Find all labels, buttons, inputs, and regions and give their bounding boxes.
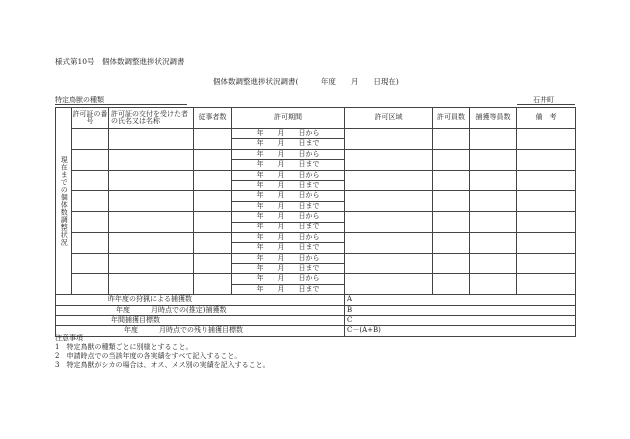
summary-code: C bbox=[345, 316, 576, 326]
permit-count-cell bbox=[433, 191, 470, 212]
area-cell bbox=[345, 129, 433, 150]
permit-holder-cell bbox=[109, 129, 194, 150]
permit-holder-cell bbox=[109, 191, 194, 212]
permit-count-cell bbox=[433, 274, 470, 295]
summary-code: B bbox=[345, 305, 576, 315]
remarks-cell bbox=[517, 253, 576, 274]
note-item: 1 特定鳥獣の種類ごとに別様とすること。 bbox=[55, 343, 193, 351]
header-permit-holder: 許可証の交付を受けた者の氏名又は名称 bbox=[109, 108, 194, 129]
summary-label: 年度 月時点での(推定)捕獲数 bbox=[56, 305, 345, 315]
permit-number-cell bbox=[72, 253, 109, 274]
period-to-cell: 年 月 日まで bbox=[232, 180, 345, 190]
permit-count-cell bbox=[433, 170, 470, 191]
capture-count-cell bbox=[470, 191, 517, 212]
summary-code: C－(A+B) bbox=[345, 326, 576, 336]
workers-cell bbox=[194, 149, 232, 170]
area-cell bbox=[345, 212, 433, 233]
summary-label: 年度 月時点での残り捕獲目標数 bbox=[56, 326, 345, 336]
permit-row bbox=[56, 129, 576, 139]
document-title: 個体数調整進捗状況調書( 年度 月 日現在) bbox=[213, 77, 399, 86]
workers-cell bbox=[194, 253, 232, 274]
remarks-cell bbox=[517, 129, 576, 150]
header-workers: 従事者数 bbox=[194, 108, 232, 129]
permit-number-cell bbox=[72, 149, 109, 170]
permit-number-cell bbox=[72, 191, 109, 212]
note-item: 2 申請時点での当該年度の各実績をすべて記入すること。 bbox=[55, 352, 242, 360]
workers-cell bbox=[194, 170, 232, 191]
form-number: 様式第10号 個体数調整進捗状況調書 bbox=[55, 57, 185, 66]
permit-number-cell bbox=[72, 212, 109, 233]
area-cell bbox=[345, 149, 433, 170]
period-from-cell: 年 月 日から bbox=[232, 170, 345, 180]
period-from-cell: 年 月 日から bbox=[232, 274, 345, 284]
remarks-cell bbox=[517, 232, 576, 253]
permit-holder-cell bbox=[109, 274, 194, 295]
area-cell bbox=[345, 170, 433, 191]
permit-row bbox=[56, 274, 576, 284]
period-from-cell: 年 月 日から bbox=[232, 149, 345, 159]
period-from-cell: 年 月 日から bbox=[232, 253, 345, 263]
permit-row bbox=[56, 212, 576, 222]
capture-count-cell bbox=[470, 149, 517, 170]
permit-number-cell bbox=[72, 170, 109, 191]
header-remarks: 備 考 bbox=[517, 108, 576, 129]
permit-number-cell bbox=[72, 129, 109, 150]
municipality-name: 石井町 bbox=[533, 96, 554, 104]
municipality-underline bbox=[517, 104, 575, 105]
workers-cell bbox=[194, 129, 232, 150]
period-to-cell: 年 月 日まで bbox=[232, 139, 345, 149]
workers-cell bbox=[194, 232, 232, 253]
period-to-cell: 年 月 日まで bbox=[232, 243, 345, 253]
capture-count-cell bbox=[470, 129, 517, 150]
period-from-cell: 年 月 日から bbox=[232, 212, 345, 222]
capture-count-cell bbox=[470, 253, 517, 274]
notes-title: 注意事項 bbox=[55, 334, 83, 342]
header-permit-count: 許可員数 bbox=[433, 108, 470, 129]
permit-count-cell bbox=[433, 232, 470, 253]
permit-holder-cell bbox=[109, 149, 194, 170]
permit-count-cell bbox=[433, 129, 470, 150]
remarks-cell bbox=[517, 212, 576, 233]
note-item: 3 特定鳥獣がシカの場合は、オス、メス別の実績を記入すること。 bbox=[55, 361, 270, 369]
period-from-cell: 年 月 日から bbox=[232, 129, 345, 139]
period-to-cell: 年 月 日まで bbox=[232, 264, 345, 274]
summary-row bbox=[56, 295, 576, 305]
permit-count-cell bbox=[433, 212, 470, 233]
area-cell bbox=[345, 274, 433, 295]
summary-label: 年間捕獲目標数 bbox=[56, 316, 345, 326]
area-cell bbox=[345, 253, 433, 274]
header-area: 許可区域 bbox=[345, 108, 433, 129]
remarks-cell bbox=[517, 191, 576, 212]
remarks-cell bbox=[517, 274, 576, 295]
summary-row bbox=[56, 305, 576, 315]
summary-code: A bbox=[345, 295, 576, 305]
species-label: 特定鳥獣の種類 bbox=[55, 96, 104, 104]
permit-row bbox=[56, 170, 576, 180]
area-cell bbox=[345, 232, 433, 253]
species-underline bbox=[55, 104, 187, 105]
workers-cell bbox=[194, 191, 232, 212]
workers-cell bbox=[194, 274, 232, 295]
area-cell bbox=[345, 191, 433, 212]
notes-section bbox=[55, 334, 270, 370]
capture-count-cell bbox=[470, 232, 517, 253]
permit-holder-cell bbox=[109, 232, 194, 253]
permit-number-cell bbox=[72, 232, 109, 253]
period-to-cell: 年 月 日まで bbox=[232, 160, 345, 170]
period-from-cell: 年 月 日から bbox=[232, 191, 345, 201]
progress-table bbox=[55, 107, 576, 337]
period-to-cell: 年 月 日まで bbox=[232, 284, 345, 294]
permit-row bbox=[56, 253, 576, 263]
permit-row bbox=[56, 232, 576, 242]
permit-holder-cell bbox=[109, 212, 194, 233]
permit-number-cell bbox=[72, 274, 109, 295]
period-to-cell: 年 月 日まで bbox=[232, 201, 345, 211]
side-label: 現在までの個体数調整状況 bbox=[56, 108, 72, 295]
workers-cell bbox=[194, 212, 232, 233]
capture-count-cell bbox=[470, 212, 517, 233]
capture-count-cell bbox=[470, 274, 517, 295]
header-capture-count: 捕獲等員数 bbox=[470, 108, 517, 129]
header-period: 許可期間 bbox=[232, 108, 345, 129]
period-to-cell: 年 月 日まで bbox=[232, 222, 345, 232]
permit-count-cell bbox=[433, 149, 470, 170]
permit-row bbox=[56, 191, 576, 201]
period-from-cell: 年 月 日から bbox=[232, 232, 345, 242]
header-permit-number: 許可証の番号 bbox=[72, 108, 109, 129]
remarks-cell bbox=[517, 149, 576, 170]
permit-count-cell bbox=[433, 253, 470, 274]
capture-count-cell bbox=[470, 170, 517, 191]
summary-row bbox=[56, 316, 576, 326]
permit-holder-cell bbox=[109, 170, 194, 191]
permit-row bbox=[56, 149, 576, 159]
summary-label: 昨年度の狩猟による捕獲数 bbox=[56, 295, 345, 305]
remarks-cell bbox=[517, 170, 576, 191]
permit-holder-cell bbox=[109, 253, 194, 274]
header-row bbox=[56, 108, 576, 129]
